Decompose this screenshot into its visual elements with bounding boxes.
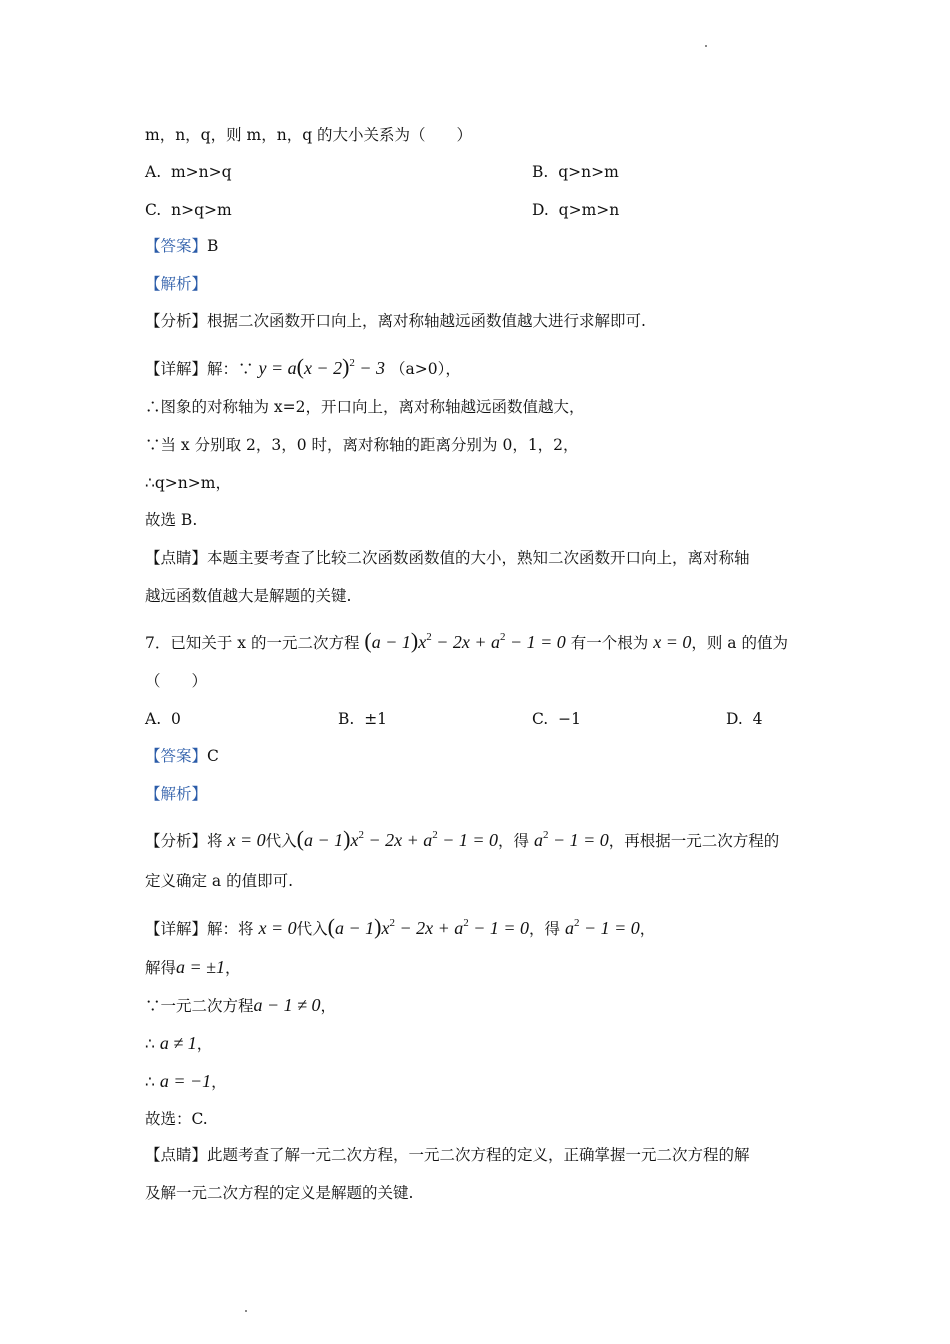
q7-fenxi-line2: 定义确定 a 的值即可.	[145, 872, 294, 890]
q6-analysis-heading: 【解析】	[145, 275, 208, 293]
q6-stem-tail: m，n，q，则 m，n，q 的大小关系为（ ）	[145, 126, 473, 144]
q6-answer: 【答案】B	[145, 237, 219, 255]
q6-option-d: D. q>m>n	[532, 201, 620, 219]
q6-step-2: ∵当 x 分别取 2，3，0 时，离对称轴的距离分别为 0，1，2，	[145, 436, 579, 454]
q7-option-a: A. 0	[145, 710, 181, 728]
q6-function-formula: $y = a(x - 2)^2 - 3$	[258, 354, 386, 379]
q7-equation: $(a - 1)x^2 - 2x + a^2 - 1 = 0$	[364, 628, 566, 653]
q7-conclusion: 故选：C.	[145, 1110, 208, 1128]
decorative-dot-bottom	[245, 1310, 247, 1312]
q7-stem: 7．已知关于 x 的一元二次方程 $(a - 1)x^2 - 2x + a^2 - 1 = 0$ 有一个根为 x = 0，则 a 的值为	[145, 628, 788, 653]
q6-step-3: ∴q>n>m，	[145, 474, 231, 492]
q7-step-4: ∴ a = −1，	[145, 1071, 227, 1091]
q6-step-1: ∴图象的对称轴为 x=2，开口向上，离对称轴越远函数值越大，	[145, 398, 585, 416]
q6-detail: 【详解】解：∵ $y = a(x - 2)^2 - 3$ （a>0），	[145, 354, 461, 379]
q7-root: x = 0	[653, 632, 692, 652]
q7-answer: 【答案】C	[145, 747, 219, 765]
decorative-dot-top	[705, 45, 707, 47]
q7-comment-line2: 及解一元二次方程的定义是解题的关键.	[145, 1184, 414, 1202]
q7-option-b: B. ±1	[338, 710, 388, 728]
q6-option-a: A. m>n>q	[145, 163, 232, 181]
q7-fenxi: 【分析】将 x = 0代入$(a - 1)x^2 - 2x + a^2 - 1 = 0$，得 $a^2 - 1 = 0$，再根据一元二次方程的	[145, 826, 780, 851]
q6-fenxi: 【分析】根据二次函数开口向上，离对称轴越远函数值越大进行求解即可.	[145, 312, 646, 330]
q7-option-d: D. 4	[726, 710, 763, 728]
q6-comment-line1: 【点睛】本题主要考查了比较二次函数函数值的大小，熟知二次函数开口向上，离对称轴	[145, 549, 750, 567]
q7-step-1: 解得a = ±1，	[145, 957, 241, 977]
q7-stem-paren: （ ）	[145, 672, 208, 690]
q7-step-2: ∵一元二次方程a − 1 ≠ 0，	[145, 995, 337, 1015]
q6-option-c: C. n>q>m	[145, 201, 232, 219]
q7-step-3: ∴ a ≠ 1，	[145, 1033, 213, 1053]
q7-option-c: C. −1	[532, 710, 581, 728]
q6-step-4: 故选 B.	[145, 511, 198, 529]
q6-comment-line2: 越远函数值越大是解题的关键.	[145, 587, 352, 605]
q7-detail: 【详解】解：将 x = 0代入$(a - 1)x^2 - 2x + a^2 - 1 = 0$，得 $a^2 - 1 = 0$，	[145, 914, 656, 939]
q7-comment-line1: 【点睛】此题考查了解一元二次方程，一元二次方程的定义，正确掌握一元二次方程的解	[145, 1146, 750, 1164]
q7-analysis-heading: 【解析】	[145, 785, 208, 803]
q6-option-b: B. q>n>m	[532, 163, 619, 181]
